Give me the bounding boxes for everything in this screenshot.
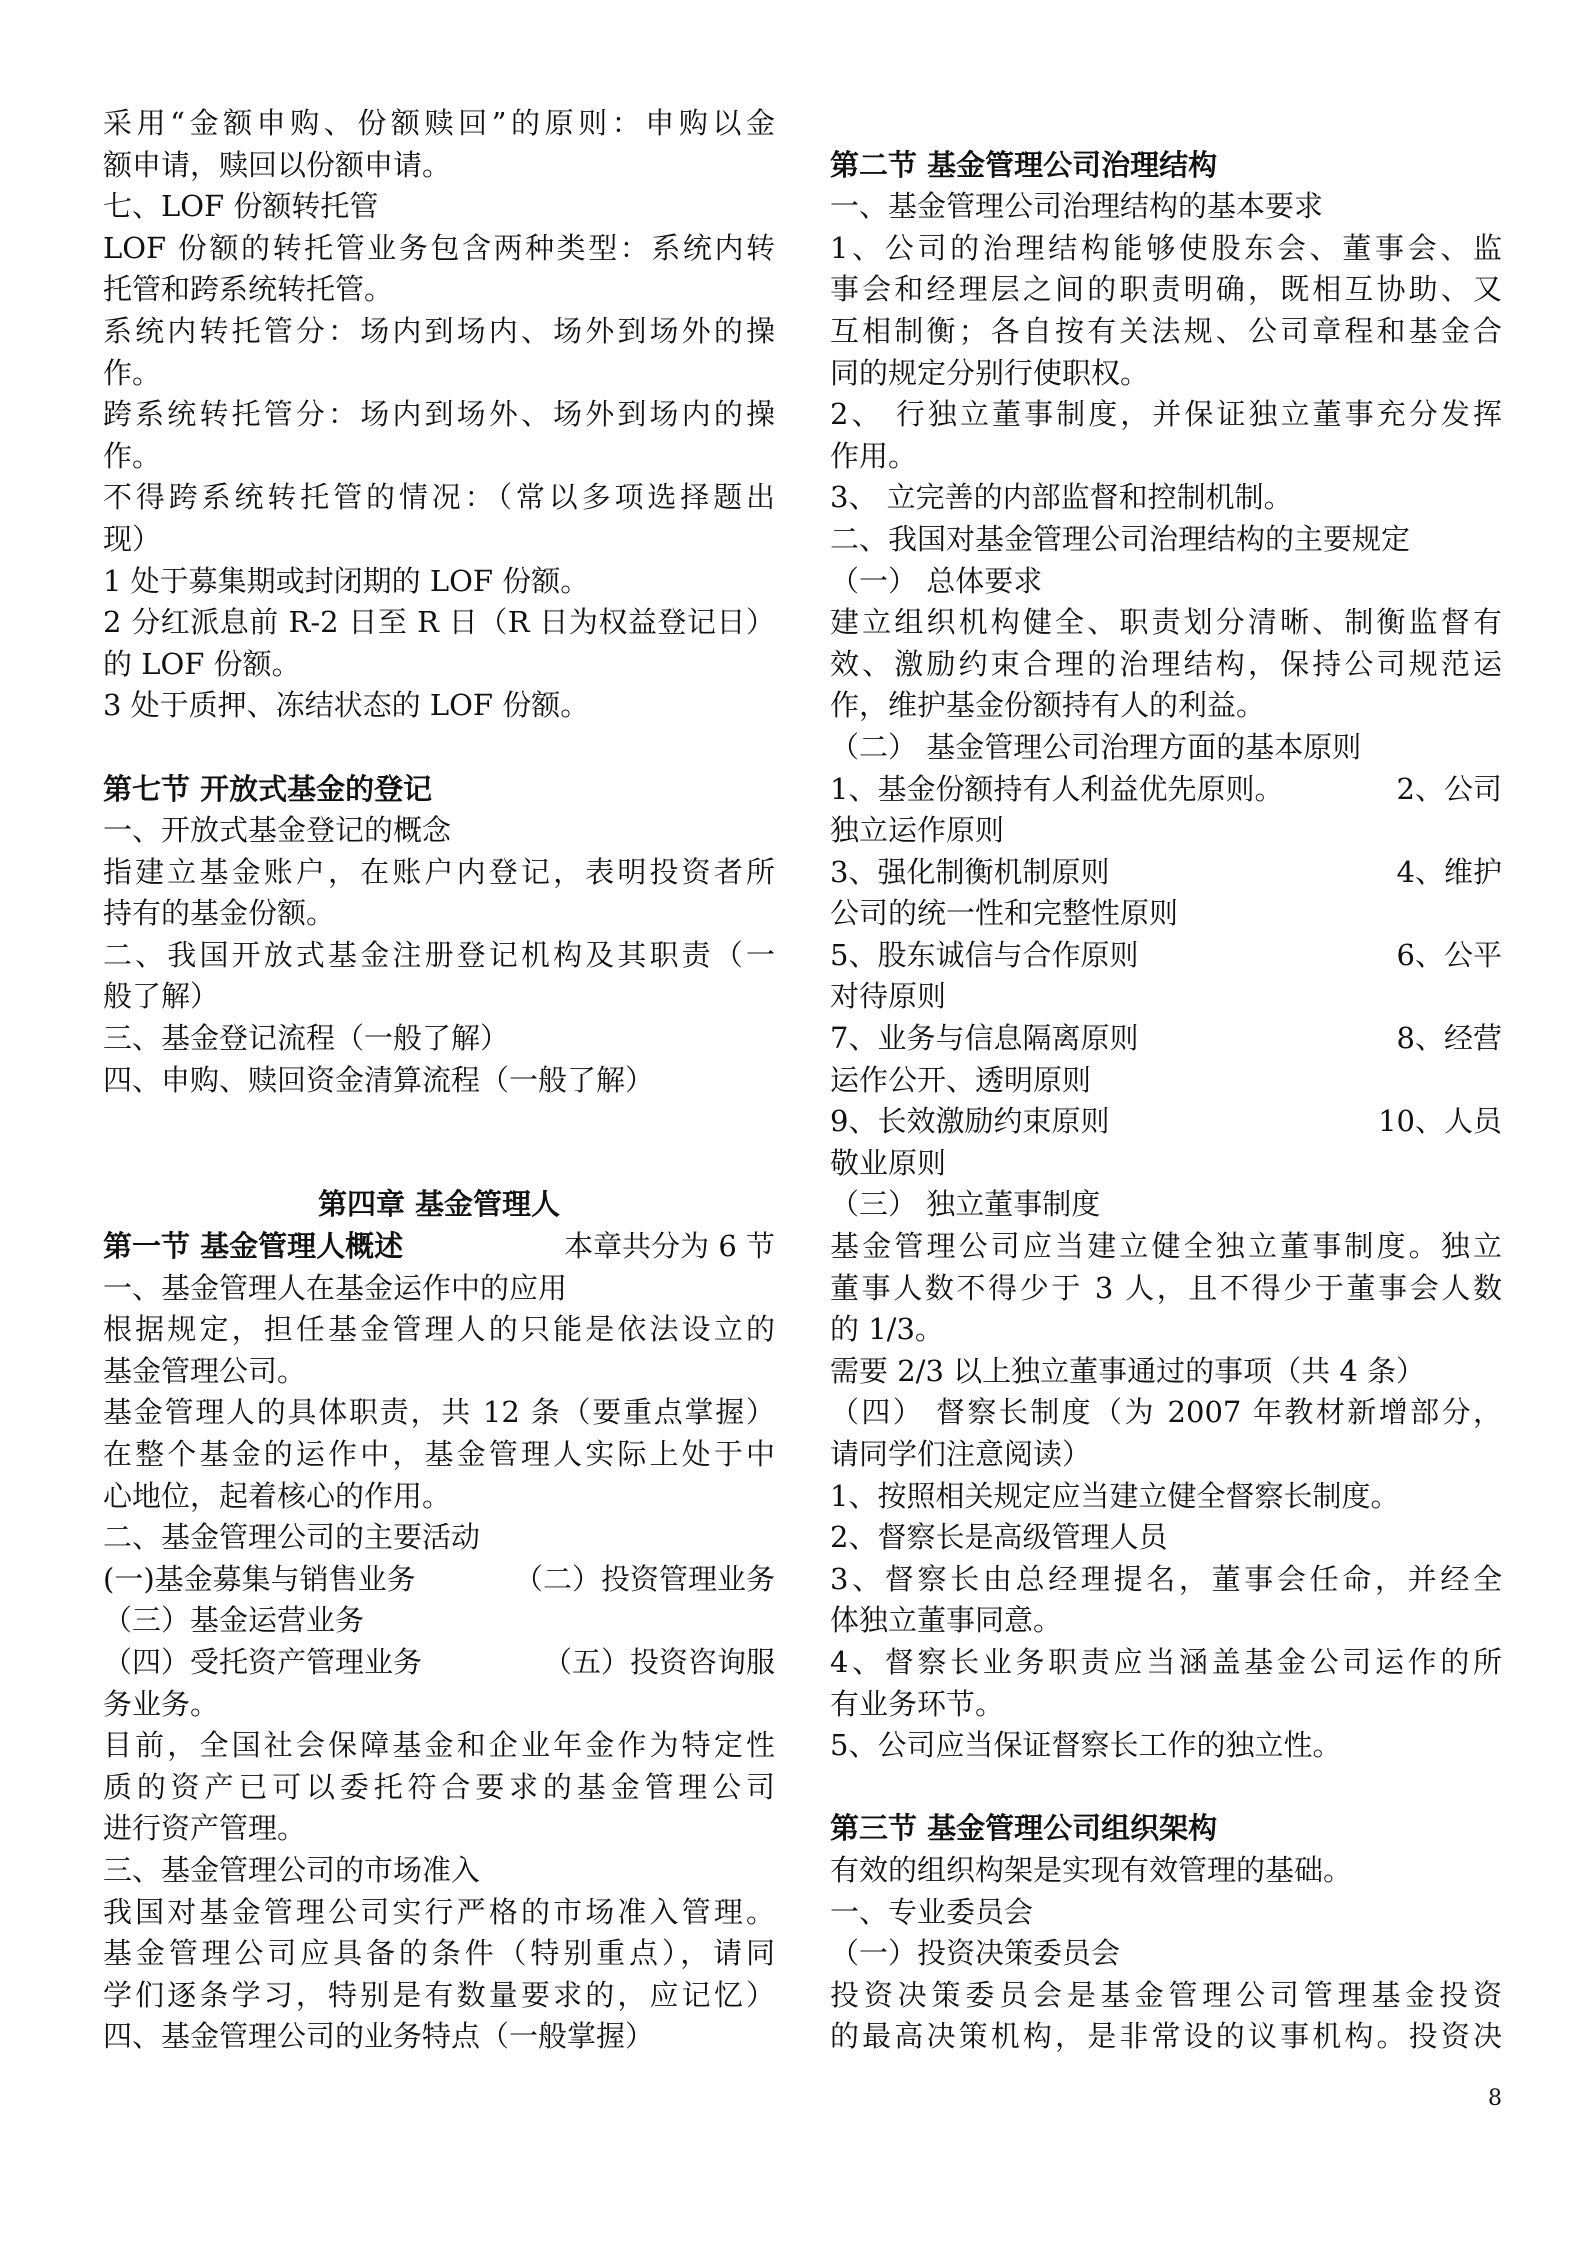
text-line: 跨系统转托管分：场内到场外、场外到场内的操 [103,397,775,432]
text-line: 5、公司应当保证督察长工作的独立性。 [830,1728,1342,1763]
line-right-part: 2、公司 [1396,771,1502,806]
line-left-part: 7、业务与信息隔离原则 [830,1021,1139,1056]
text-line: （一） 总体要求 [830,563,1043,598]
text-line: 作。 [103,355,162,390]
text-line: 二、我国开放式基金注册登记机构及其职责（一 [103,937,775,972]
line-right-part: （五）投资咨询服 [542,1644,775,1679]
text-line: 公司的统一性和完整性原则 [830,896,1179,931]
text-line: （一）投资决策委员会 [830,1936,1121,1971]
right-column [830,103,1502,2058]
text-line: 一、开放式基金登记的概念 [103,813,452,848]
text-line: 独立运作原则 [830,813,1005,848]
text-line: （三） 独立董事制度 [830,1187,1101,1222]
text-line-split [830,1018,1502,1060]
line-left-part: 第一节 基金管理人概述 [103,1229,404,1264]
text-line: 基金管理公司应具备的条件（特别重点），请同 [103,1936,775,1971]
text-line: 1、按照相关规定应当建立健全督察长制度。 [830,1478,1400,1513]
text-line: 一、基金管理人在基金运作中的应用 [103,1270,568,1305]
blank-line [103,727,775,769]
text-line: 1、公司的治理结构能够使股东会、董事会、监 [830,230,1502,265]
text-line: 四、基金管理公司的业务特点（一般掌握） [103,2019,655,2054]
text-line: 有业务环节。 [830,1686,1005,1721]
text-line: 2 分红派息前 R-2 日至 R 日（R 日为权益登记日） [103,605,775,640]
text-line: 建立组织机构健全、职责划分清晰、制衡监督有 [830,605,1502,640]
line-right-part: 6、公平 [1396,937,1502,972]
page-number: 8 [1488,2086,1502,2111]
text-line-split [103,1642,775,1684]
line-left-part: (一)基金募集与销售业务 [103,1561,416,1596]
text-line: 根据规定，担任基金管理人的只能是依法设立的 [103,1312,775,1347]
blank-line [103,1101,775,1143]
text-line: 的 1/3。 [830,1312,944,1347]
text-line: 务业务。 [103,1686,220,1721]
text-line: 三、基金管理公司的市场准入 [103,1852,481,1887]
left-column [103,103,775,2058]
line-right-part: 10、人员 [1378,1104,1502,1139]
text-line: 七、LOF 份额转托管 [103,189,379,224]
text-line: 2、督察长是高级管理人员 [830,1520,1168,1555]
text-line: 指建立基金账户，在账户内登记，表明投资者所 [103,854,775,889]
section-heading: 第七节 开放式基金的登记 [103,771,433,806]
text-line: 1 处于募集期或封闭期的 LOF 份额。 [103,563,590,598]
text-line: 2、 行独立董事制度，并保证独立董事充分发挥 [830,397,1502,432]
text-line: 请同学们注意阅读） [830,1437,1092,1471]
text-line: 敬业原则 [830,1145,947,1180]
text-line: 二、我国对基金管理公司治理结构的主要规定 [830,521,1411,556]
line-left-part: 1、基金份额持有人利益优先原则。 [830,771,1284,806]
text-line: 董事人数不得少于 3 人，且不得少于董事会人数 [830,1270,1502,1305]
text-line: 作。 [103,438,162,473]
text-line: 采用“金额申购、份额赎回”的原则：申购以金 [103,106,775,140]
text-line: 作用。 [830,438,918,473]
text-line: 现） [103,521,162,556]
text-line: 基金管理公司应当建立健全独立董事制度。独立 [830,1229,1502,1264]
text-line: 三、基金登记流程（一般了解） [103,1021,510,1056]
text-line-split [830,769,1502,811]
text-line: 事会和经理层之间的职责明确，既相互协助、又 [830,272,1502,307]
section-heading: 第二节 基金管理公司治理结构 [830,147,1218,182]
text-line: 同的规定分别行使职权。 [830,355,1150,390]
text-line: 投资决策委员会是基金管理公司管理基金投资 [830,1977,1502,2012]
text-line: 质的资产已可以委托符合要求的基金管理公司 [103,1769,775,1804]
blank-line [830,1767,1502,1809]
line-right-part: （二）投资管理业务 [513,1561,775,1596]
text-line: 额申请，赎回以份额申请。 [103,147,452,182]
text-line: 作，维护基金份额持有人的利益。 [830,688,1266,723]
line-left-part: （四）受托资产管理业务 [103,1644,423,1679]
text-line: 二、基金管理公司的主要活动 [103,1520,481,1555]
section-heading: 第四章 基金管理人 [317,1187,561,1222]
line-left-part: 9、长效激励约束原则 [830,1104,1110,1139]
text-line: 一、基金管理公司治理结构的基本要求 [830,189,1324,224]
text-line: （三）基金运营业务 [103,1603,365,1638]
text-line: 运作公开、透明原则 [830,1062,1092,1097]
text-line: 系统内转托管分：场内到场内、场外到场外的操 [103,313,775,348]
text-line: 目前，全国社会保障基金和企业年金作为特定性 [103,1728,775,1763]
text-line-split [103,1559,775,1601]
line-right-part: 本章共分为 6 节 [564,1229,775,1264]
text-line: 般了解） [103,979,220,1014]
text-line: 一、专业委员会 [830,1894,1034,1929]
text-line: 基金管理公司。 [103,1353,307,1388]
text-line: （二） 基金管理公司治理方面的基本原则 [830,729,1362,764]
text-line-split [830,852,1502,894]
text-line: 互相制衡；各自按有关法规、公司章程和基金合 [830,313,1502,348]
text-line: 对待原则 [830,979,947,1014]
text-line: 3、 立完善的内部监督和控制机制。 [830,480,1293,515]
text-line: 不得跨系统转托管的情况：（常以多项选择题出 [103,480,775,515]
line-left-part: 3、强化制衡机制原则 [830,854,1110,889]
text-line: 的最高决策机构，是非常设的议事机构。投资决 [830,2019,1502,2054]
text-line: 的 LOF 份额。 [103,646,301,681]
text-line: （四） 督察长制度（为 2007 年教材新增部分， [830,1395,1502,1430]
text-line: 托管和跨系统转托管。 [103,272,394,307]
line-right-part: 8、经营 [1396,1021,1502,1056]
text-line: 有效的组织构架是实现有效管理的基础。 [830,1852,1353,1887]
line-left-part: 5、股东诚信与合作原则 [830,937,1139,972]
line-right-part: 4、维护 [1396,854,1502,889]
text-line: LOF 份额的转托管业务包含两种类型：系统内转 [103,230,775,265]
text-line: 体独立董事同意。 [830,1603,1063,1638]
blank-line [103,1143,775,1185]
text-line: 学们逐条学习，特别是有数量要求的，应记忆） [103,1977,775,2012]
text-line-split [830,1101,1502,1143]
text-line: 3、督察长由总经理提名，董事会任命，并经全 [830,1561,1502,1596]
text-line: 进行资产管理。 [103,1811,307,1846]
text-line-split [830,935,1502,977]
section-heading: 第三节 基金管理公司组织架构 [830,1811,1218,1846]
text-line: 四、申购、赎回资金清算流程（一般了解） [103,1062,655,1097]
text-line: 效、激励约束合理的治理结构，保持公司规范运 [830,646,1502,681]
text-line: 我国对基金管理公司实行严格的市场准入管理。 [103,1894,775,1929]
blank-line [830,103,1502,145]
text-line: 基金管理人的具体职责，共 12 条（要重点掌握） [103,1395,775,1430]
text-line: 3 处于质押、冻结状态的 LOF 份额。 [103,688,590,723]
text-line-split [103,1226,775,1268]
text-line: 需要 2/3 以上独立董事通过的事项（共 4 条） [830,1353,1425,1388]
text-line: 持有的基金份额。 [103,896,336,931]
text-line: 心地位，起着核心的作用。 [103,1478,452,1513]
text-line: 4、督察长业务职责应当涵盖基金公司运作的所 [830,1644,1502,1679]
text-line: 在整个基金的运作中，基金管理人实际上处于中 [103,1437,775,1471]
